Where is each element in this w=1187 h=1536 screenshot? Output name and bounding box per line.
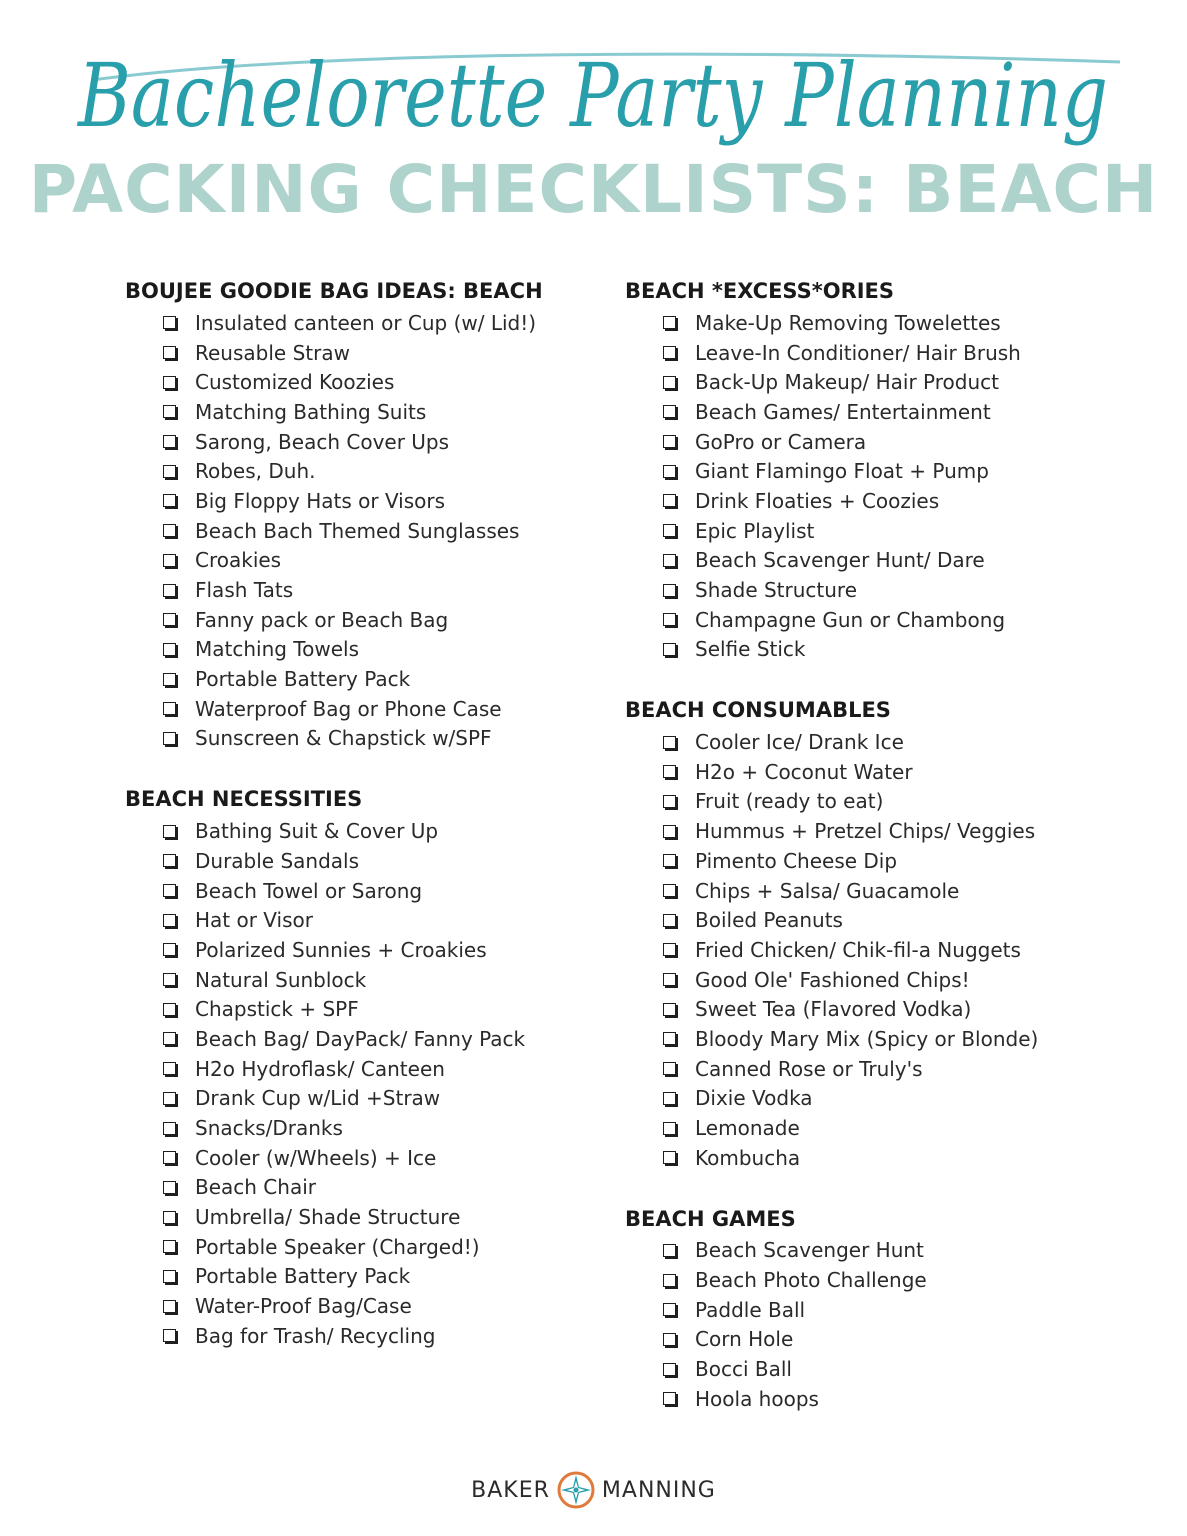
script-title-text: Bachelorette Party Planning	[76, 44, 1108, 147]
checklist-item-label: Fried Chicken/ Chik-fil-a Nuggets	[695, 937, 1021, 962]
checkbox-icon[interactable]	[663, 1003, 676, 1016]
checkbox-icon[interactable]	[163, 584, 176, 597]
checkbox-icon[interactable]	[663, 1303, 676, 1316]
checklist-item	[625, 1354, 1145, 1384]
checklist-item-label: Flash Tats	[195, 578, 294, 603]
checklist-item-label: Good Ole' Fashioned Chips!	[695, 967, 970, 992]
checklist-item	[625, 757, 1145, 787]
checklist-item-label: Insulated canteen or Cup (w/ Lid!)	[195, 310, 537, 335]
checkbox-icon[interactable]	[663, 1392, 676, 1405]
checklist-item	[125, 1291, 605, 1321]
checklist-item-label: Bathing Suit & Cover Up	[195, 819, 439, 844]
checklist-item	[125, 397, 605, 427]
checkbox-icon[interactable]	[163, 1181, 176, 1194]
checklist	[625, 727, 1145, 1172]
checklist-item-label: Chips + Salsa/ Guacamole	[695, 878, 960, 903]
checkbox-icon[interactable]	[163, 825, 176, 838]
checklist-item-label: Boiled Peanuts	[695, 908, 843, 933]
checkbox-icon[interactable]	[663, 346, 676, 359]
checklist-item-label: H2o Hydroflask/ Canteen	[195, 1056, 445, 1081]
checkbox-icon[interactable]	[163, 405, 176, 418]
checkbox-icon[interactable]	[663, 316, 676, 329]
checkbox-icon[interactable]	[663, 854, 676, 867]
checklist-item-label: Portable Battery Pack	[195, 1264, 411, 1289]
checklist-item-label: Pimento Cheese Dip	[695, 848, 898, 873]
checklist-item-label: Paddle Ball	[695, 1297, 806, 1322]
checklist-item-label: Natural Sunblock	[195, 967, 367, 992]
checklist-item-label: Bag for Trash/ Recycling	[195, 1323, 436, 1348]
checklist-item	[625, 935, 1145, 965]
checklist-item	[125, 546, 605, 576]
checklist-item	[125, 605, 605, 635]
logo-left-text: BAKER	[471, 1477, 550, 1503]
checklist-item-label: Selfie Stick	[695, 637, 806, 662]
checklist-item-label: Lemonade	[695, 1116, 800, 1141]
checklist-item-label: Umbrella/ Shade Structure	[195, 1205, 461, 1230]
checklist-item-label: Shade Structure	[695, 578, 858, 603]
checklist-item-label: Beach Games/ Entertainment	[695, 399, 991, 424]
checkbox-icon[interactable]	[163, 1270, 176, 1283]
checkbox-icon[interactable]	[163, 1240, 176, 1253]
checklist-item-label: Bloody Mary Mix (Spicy or Blonde)	[695, 1026, 1039, 1051]
checklist-item-label: Robes, Duh.	[195, 459, 316, 484]
checklist-item-label: Drink Floaties + Coozies	[695, 488, 940, 513]
checklist-item-label: Durable Sandals	[195, 848, 360, 873]
checkbox-icon[interactable]	[163, 673, 176, 686]
checklist-item-label: Beach Scavenger Hunt/ Dare	[695, 548, 985, 573]
checklist-item-label: Make-Up Removing Towelettes	[695, 310, 1001, 335]
checkbox-icon[interactable]	[163, 1122, 176, 1135]
checkbox-icon[interactable]	[163, 1003, 176, 1016]
checklist-item-label: Water-Proof Bag/Case	[195, 1294, 412, 1319]
section-beach-games	[625, 1204, 1145, 1414]
checklist-item-label: Cooler (w/Wheels) + Ice	[195, 1145, 437, 1170]
checklist-item	[625, 1054, 1145, 1084]
checkbox-icon[interactable]	[663, 494, 676, 507]
checkbox-icon[interactable]	[163, 346, 176, 359]
checkbox-icon[interactable]	[663, 914, 676, 927]
checklist-item	[125, 816, 605, 846]
checklist-item-label: Cooler Ice/ Drank Ice	[695, 730, 904, 755]
checklist-item	[125, 876, 605, 906]
checklist-item-label: Polarized Sunnies + Croakies	[195, 937, 487, 962]
checklist-item	[625, 456, 1145, 486]
checkbox-icon[interactable]	[663, 1363, 676, 1376]
checklist-item-label: Sunscreen & Chapstick w/SPF	[195, 726, 492, 751]
checklist-item	[625, 787, 1145, 817]
checklist-item-label: Hat or Visor	[195, 908, 313, 933]
checkbox-icon[interactable]	[663, 584, 676, 597]
checklist-item-label: Bocci Ball	[695, 1357, 792, 1382]
checklist-item-label: Reusable Straw	[195, 340, 350, 365]
checklist-item-label: Beach Towel or Sarong	[195, 878, 423, 903]
checkbox-icon[interactable]	[663, 1032, 676, 1045]
checklist-item-label: Giant Flamingo Float + Pump	[695, 459, 989, 484]
checklist-item-label: Leave-In Conditioner/ Hair Brush	[695, 340, 1021, 365]
checklist-item-label: Beach Bach Themed Sunglasses	[195, 518, 520, 543]
checkbox-icon[interactable]	[663, 825, 676, 838]
checklist-item	[625, 1236, 1145, 1266]
logo-right-text: MANNING	[601, 1477, 716, 1503]
checkbox-icon[interactable]	[663, 1274, 676, 1287]
checklist-item-label: Dixie Vodka	[695, 1086, 813, 1111]
section-heading: BEACH CONSUMABLES	[625, 698, 891, 723]
checkbox-icon[interactable]	[663, 973, 676, 986]
checkbox-icon[interactable]	[163, 524, 176, 537]
checkbox-icon[interactable]	[163, 613, 176, 626]
checkbox-icon[interactable]	[163, 732, 176, 745]
checklist-item-label: Portable Speaker (Charged!)	[195, 1234, 480, 1259]
section-heading: BEACH *EXCESS*ORIES	[625, 279, 895, 303]
checklist-item-label: Beach Photo Challenge	[695, 1268, 927, 1293]
checklist-item-label: Waterproof Bag or Phone Case	[195, 696, 502, 721]
checkbox-icon[interactable]	[663, 554, 676, 567]
checklist	[625, 1236, 1145, 1414]
checkbox-icon[interactable]	[663, 765, 676, 778]
checklist-item	[625, 605, 1145, 635]
checklist-item	[625, 816, 1145, 846]
checklist-item	[125, 905, 605, 935]
checkbox-icon[interactable]	[163, 1092, 176, 1105]
checklist-item	[625, 994, 1145, 1024]
checkbox-icon[interactable]	[163, 854, 176, 867]
checklist-item-label: Croakies	[195, 548, 282, 573]
section-heading: BEACH GAMES	[625, 1206, 796, 1231]
checklist-item-label: Big Floppy Hats or Visors	[195, 488, 446, 513]
brand-logo	[0, 1470, 1187, 1510]
checkbox-icon[interactable]	[663, 943, 676, 956]
checklist-item	[125, 1202, 605, 1232]
checklist-item-label: Canned Rose or Truly's	[695, 1056, 923, 1081]
checkbox-icon[interactable]	[663, 884, 676, 897]
checklist-item	[625, 397, 1145, 427]
checklist-item	[125, 935, 605, 965]
checklist-item	[625, 486, 1145, 516]
checklist-item	[625, 635, 1145, 665]
checkbox-icon[interactable]	[663, 376, 676, 389]
checklist-item-label: Kombucha	[695, 1145, 801, 1170]
checkbox-icon[interactable]	[163, 1032, 176, 1045]
checklist-item-label: Matching Towels	[195, 637, 360, 662]
checklist-item	[125, 846, 605, 876]
checklist-item-label: Champagne Gun or Chambong	[695, 607, 1006, 632]
checkbox-icon[interactable]	[663, 1062, 676, 1075]
checkbox-icon[interactable]	[163, 914, 176, 927]
checklist-item-label: GoPro or Camera	[695, 429, 867, 454]
checklist-item-label: Beach Bag/ DayPack/ Fanny Pack	[195, 1026, 526, 1051]
checkbox-icon[interactable]	[163, 943, 176, 956]
checklist-item	[125, 1143, 605, 1173]
checklist-item	[125, 724, 605, 754]
checklist-item	[125, 427, 605, 457]
checklist-item-label: Portable Battery Pack	[195, 667, 411, 692]
checkbox-icon[interactable]	[663, 465, 676, 478]
checklist	[625, 308, 1145, 664]
checkbox-icon[interactable]	[663, 1092, 676, 1105]
checklist-item	[625, 1113, 1145, 1143]
checklist-item	[125, 1173, 605, 1203]
checklist-item-label: Snacks/Dranks	[195, 1116, 343, 1141]
checklist-item	[625, 546, 1145, 576]
checklist-item	[125, 965, 605, 995]
checkbox-icon[interactable]	[663, 736, 676, 749]
checkbox-icon[interactable]	[163, 1151, 176, 1164]
compass-star-icon	[556, 1470, 596, 1510]
checkbox-icon[interactable]	[663, 1122, 676, 1135]
checklist-item	[625, 905, 1145, 935]
checklist-item-label: Beach Scavenger Hunt	[695, 1238, 924, 1263]
checkbox-icon[interactable]	[663, 524, 676, 537]
checklist-item	[125, 1084, 605, 1114]
checklist-item-label: Fruit (ready to eat)	[695, 789, 884, 814]
checklist-item	[625, 1024, 1145, 1054]
checkbox-icon[interactable]	[663, 1151, 676, 1164]
checklist-item-label: Customized Koozies	[195, 370, 395, 395]
checkbox-icon[interactable]	[163, 1062, 176, 1075]
checklist-item	[625, 1143, 1145, 1173]
checklist-item-label: Sarong, Beach Cover Ups	[195, 429, 450, 454]
checklist-item	[125, 1232, 605, 1262]
checkbox-icon[interactable]	[163, 376, 176, 389]
checklist-item	[625, 1384, 1145, 1414]
checklist-item	[125, 367, 605, 397]
checkbox-icon[interactable]	[663, 435, 676, 448]
checklist-item-label: Chapstick + SPF	[195, 997, 359, 1022]
checklist	[125, 816, 605, 1350]
checkbox-icon[interactable]	[163, 316, 176, 329]
checkbox-icon[interactable]	[163, 884, 176, 897]
checkbox-icon[interactable]	[163, 973, 176, 986]
checklist-item	[125, 1321, 605, 1351]
checklist-item	[625, 338, 1145, 368]
checkbox-icon[interactable]	[163, 494, 176, 507]
checkbox-icon[interactable]	[163, 465, 176, 478]
checklist-item-label: Hummus + Pretzel Chips/ Veggies	[695, 819, 1036, 844]
checklist-item	[125, 1024, 605, 1054]
checklist-item	[125, 486, 605, 516]
checklist-item-label: Beach Chair	[195, 1175, 316, 1200]
checklist-item	[625, 1325, 1145, 1355]
checklist-item-label: Fanny pack or Beach Bag	[195, 607, 449, 632]
page-subtitle: PACKING CHECKLISTS: BEACH	[28, 151, 1159, 228]
checklist-item	[125, 1054, 605, 1084]
checkbox-icon[interactable]	[663, 1333, 676, 1346]
section-beach-consumables	[625, 695, 1145, 1172]
checklist-item	[125, 308, 605, 338]
checklist-item	[125, 1262, 605, 1292]
checkbox-icon[interactable]	[663, 405, 676, 418]
checklist-item	[625, 846, 1145, 876]
checkbox-icon[interactable]	[163, 1329, 176, 1342]
checklist-item	[625, 427, 1145, 457]
section-heading: BEACH NECESSITIES	[125, 787, 363, 812]
checklist-item	[625, 876, 1145, 906]
checklist-item	[125, 1113, 605, 1143]
checkbox-icon[interactable]	[163, 1300, 176, 1313]
checklist-item	[125, 516, 605, 546]
checklist-item	[625, 965, 1145, 995]
checkbox-icon[interactable]	[163, 554, 176, 567]
checklist-item	[125, 694, 605, 724]
checkbox-icon[interactable]	[663, 643, 676, 656]
section-beach-excess-ories	[625, 276, 1145, 664]
checkbox-icon[interactable]	[163, 643, 176, 656]
checklist-item	[625, 367, 1145, 397]
checklist-item-label: Back-Up Makeup/ Hair Product	[695, 370, 999, 395]
checklist-item-label: Matching Bathing Suits	[195, 399, 427, 424]
checklist-item	[625, 308, 1145, 338]
checklist-item	[625, 1295, 1145, 1325]
checklist-item-label: Sweet Tea (Flavored Vodka)	[695, 997, 972, 1022]
checklist-item-label: Epic Playlist	[695, 518, 815, 543]
section-boujee-goodie-bag-ideas-beach	[125, 276, 605, 753]
checkbox-icon[interactable]	[663, 1244, 676, 1257]
checklist-item-label: Drank Cup w/Lid +Straw	[195, 1086, 441, 1111]
checklist-item	[125, 635, 605, 665]
checklist-item	[625, 1084, 1145, 1114]
left-column	[125, 276, 605, 1382]
checklist-item	[125, 994, 605, 1024]
checklist-item	[125, 456, 605, 486]
checklist-item-label: Corn Hole	[695, 1327, 794, 1352]
checkbox-icon[interactable]	[663, 613, 676, 626]
checklist-item	[125, 575, 605, 605]
checklist-item	[625, 727, 1145, 757]
section-heading: BOUJEE GOODIE BAG IDEAS: BEACH	[125, 279, 543, 303]
checklist-item-label: H2o + Coconut Water	[695, 759, 913, 784]
checklist-item	[125, 338, 605, 368]
checklist-item	[125, 664, 605, 694]
script-title	[0, 18, 1187, 158]
checkbox-icon[interactable]	[163, 435, 176, 448]
checklist-item	[625, 516, 1145, 546]
checkbox-icon[interactable]	[163, 1211, 176, 1224]
checklist-item-label: Hoola hoops	[695, 1386, 819, 1411]
checkbox-icon[interactable]	[663, 795, 676, 808]
right-column	[625, 276, 1145, 1445]
section-beach-necessities	[125, 784, 605, 1350]
checklist	[125, 308, 605, 753]
checklist-item	[625, 575, 1145, 605]
checkbox-icon[interactable]	[163, 702, 176, 715]
checklist-item	[625, 1265, 1145, 1295]
